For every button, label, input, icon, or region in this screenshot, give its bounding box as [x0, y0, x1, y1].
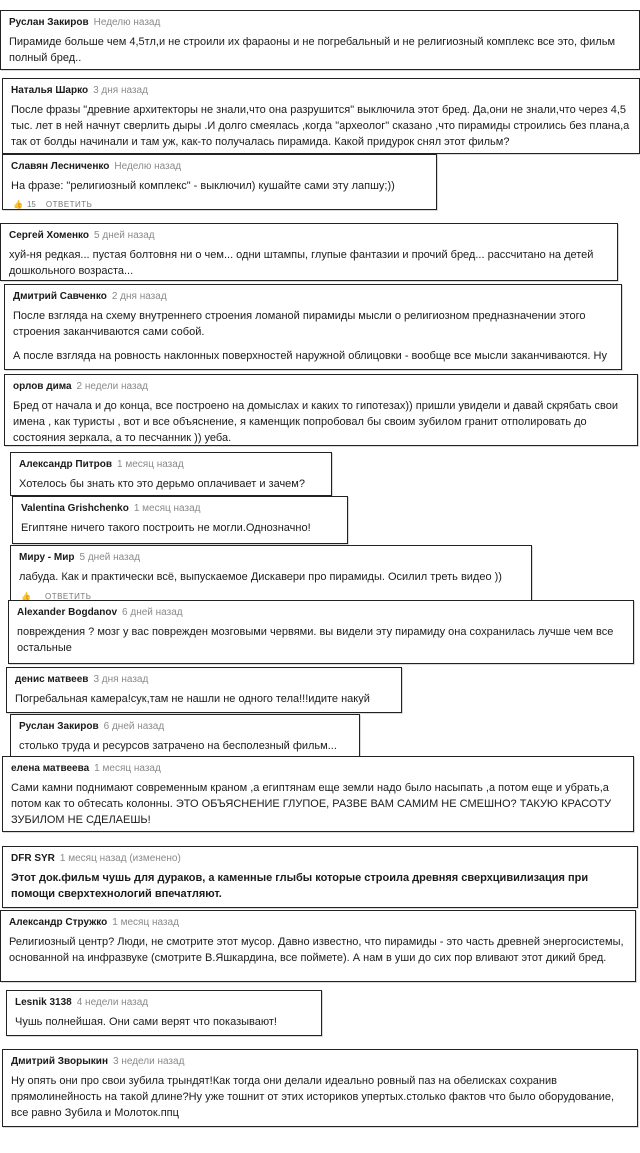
comment-card	[4, 284, 622, 370]
comment-author[interactable]: елена матвеева	[11, 763, 90, 774]
comment-author[interactable]: Руслан Закиров	[9, 17, 89, 28]
comment-author[interactable]: Alexander Bogdanov	[17, 607, 118, 618]
comment-time[interactable]: 1 месяц назад	[133, 503, 201, 514]
comment-text: лабуда. Как и практически всё, выпускаемое Дискавери про пирамиды. Осилил треть видео ))	[19, 571, 502, 583]
comment-card	[0, 910, 636, 982]
comment-author[interactable]: Lesnik 3138	[15, 997, 72, 1008]
thumbs-up-icon[interactable]: 👍	[13, 200, 23, 209]
comment-text: На фразе: "религиозный комплекс" - выключил) кушайте сами эту лапшу;))	[11, 180, 395, 192]
comment-text: Бред от начала и до конца, все построено на домыслах и каких то гипотезах)) пришли увидели и давай скрябать свои имена , как туристы , вот и все объяснение, я каменщик попробовал бы своим зубилом гранит отполировать до состояния зеркала, а то песчанник )) уеба.	[13, 400, 618, 444]
comment-card	[10, 452, 332, 496]
comment-text-paragraph: А после взгляда на ровность наклонных поверхностей наружной облицовки - вообще все мысли заканчиваются. Ну	[13, 350, 607, 362]
comment-text: Чушь полнейшая. Они сами верят что показывают!	[15, 1016, 277, 1028]
comment-text: хуй-ня редкая... пустая болтовня ни о чем... одни штампы, глупые фантазии и прочий бред... рассчитано на детей дошкольного возраста...	[9, 249, 594, 277]
comment-card	[8, 600, 634, 664]
comment-text: После взгляда на схему внутреннего строения ломаной пирамиды мысли о религиозном предназначении этого строения заканчиваются сами собой.	[13, 310, 586, 338]
comment-card	[6, 667, 402, 713]
comment-card	[10, 714, 360, 758]
comment-text: Хотелось бы знать кто это дерьмо оплачивает и зачем?	[19, 478, 305, 490]
comment-time[interactable]: 5 дней назад	[94, 230, 155, 241]
comment-card	[2, 756, 634, 832]
comment-card	[10, 545, 532, 601]
comment-author[interactable]: Славян Лесниченко	[11, 161, 110, 172]
comment-text: повреждения ? мозг у вас поврежден мозговыми червями. вы видели эту пирамиду она сохранилась лучше чем все остальные	[17, 626, 614, 654]
comment-author[interactable]: Миру - Мир	[19, 552, 75, 563]
comment-author[interactable]: Наталья Шарко	[11, 85, 89, 96]
comment-time[interactable]: 2 дня назад	[111, 291, 167, 302]
comment-time[interactable]: 1 месяц назад	[94, 763, 161, 774]
comment-text: столько труда и ресурсов затрачено на бесполезный фильм...	[19, 740, 337, 752]
thumbs-up-icon[interactable]: 👍	[21, 592, 31, 601]
comment-time[interactable]: 6 дней назад	[103, 721, 165, 732]
comment-author[interactable]: DFR SYR	[11, 853, 55, 864]
comment-time[interactable]: Неделю назад	[93, 17, 161, 28]
comment-card	[0, 223, 618, 281]
comment-author[interactable]: Valentina Grishchenko	[21, 503, 129, 514]
comment-card	[2, 154, 437, 210]
comment-author[interactable]: Александр Питров	[19, 459, 112, 470]
comment-text: Пирамиде больше чем 4,5тл,и не строили их фараоны и не погребальный и не религиозный комплекс все это, фильм полный бред..	[9, 36, 616, 64]
comment-time[interactable]: 3 дня назад	[93, 674, 149, 685]
comment-actions	[13, 200, 92, 209]
comment-text: Египтяне ничего такого построить не могли.Однозначно!	[21, 522, 311, 534]
comment-time[interactable]: 2 недели назад	[76, 381, 148, 392]
reply-button[interactable]: ОТВЕТИТЬ	[44, 592, 92, 601]
comment-author[interactable]: Дмитрий Зворыкин	[11, 1056, 108, 1067]
comment-text: Погребальная камера!сук,там не нашли не одного тела!!!идите накуй	[15, 693, 370, 705]
comment-author[interactable]: денис матвеев	[15, 674, 89, 685]
comment-text: Ну опять они про свои зубила трындят!Как тогда они делали идеально ровный паз на обелисках сохранив прямолинейность на такой длине?Ну уже тошнит от этих историков упертых.столько фактов что было оборудование, все равно Зубила и Молоток.ппц	[11, 1075, 615, 1119]
comment-author[interactable]: Сергей Хоменко	[9, 230, 90, 241]
comment-time[interactable]: 1 месяц назад	[112, 917, 179, 928]
reply-button[interactable]: ОТВЕТИТЬ	[45, 200, 93, 209]
comment-author[interactable]: Дмитрий Савченко	[13, 291, 107, 302]
comment-card	[4, 374, 638, 446]
comment-card	[0, 10, 640, 70]
comment-time[interactable]: 1 месяц назад (изменено)	[59, 853, 181, 864]
comment-author[interactable]: орлов дима	[13, 381, 72, 392]
comment-card	[12, 496, 348, 544]
comment-text: Этот док.фильм чушь для дураков, а каменные глыбы которые строила древняя сверхцивилизация при помощи сверхтехнологий впечатляют.	[11, 872, 589, 900]
comment-time[interactable]: 3 недели назад	[112, 1056, 185, 1067]
comment-time[interactable]: 1 месяц назад	[117, 459, 184, 470]
comment-time[interactable]: 3 дня назад	[93, 85, 148, 96]
comment-time[interactable]: 4 недели назад	[76, 997, 149, 1008]
comment-card	[6, 990, 322, 1036]
comment-text: Сами камни поднимают современным краном ,а египтянам еще земли надо было насыпать ,а потом еще и убрать,а потом как то обтесать колонны. ЭТО ОБЪЯСНЕНИЕ ГЛУПОЕ, РАЗВЕ ВАМ САМИМ НЕ СМЕШНО? ТАКУЮ КРАСОТУ ЗУБИЛОМ НЕ СДЕЛАЕШЬ!	[11, 782, 612, 826]
comment-text: После фразы "древние архитекторы не знали,что она разрушится" выключила этот бред. Да,они не знали,что через 4,5 тыс. лет в ней начнут сверлить дыры .И долго смеялась ,когда "археолог" сказано ,что пирамиды строились без плана,а так от болды начинали и там уж, как-то получалась пирамида. Какой придурок снял этот фильм?	[11, 104, 630, 148]
like-count: 15	[26, 200, 36, 209]
comment-time[interactable]: 5 дней назад	[79, 552, 141, 563]
comment-author[interactable]: Руслан Закиров	[19, 721, 99, 732]
comment-time[interactable]: 6 дней назад	[122, 607, 183, 618]
comment-card	[2, 846, 638, 908]
comment-card	[2, 78, 640, 154]
comment-card	[2, 1049, 638, 1127]
comment-text: Религиозный центр? Люди, не смотрите этот мусор. Давно известно, что пирамиды - это часть древней энергосистемы, основанной на инфразвуке (смотрите В.Яшкардина, все поймете). А нам в уши до сих пор вливают этот дикий бред.	[9, 936, 624, 964]
comment-time[interactable]: Неделю назад	[114, 161, 182, 172]
comment-author[interactable]: Александр Стружко	[9, 917, 108, 928]
